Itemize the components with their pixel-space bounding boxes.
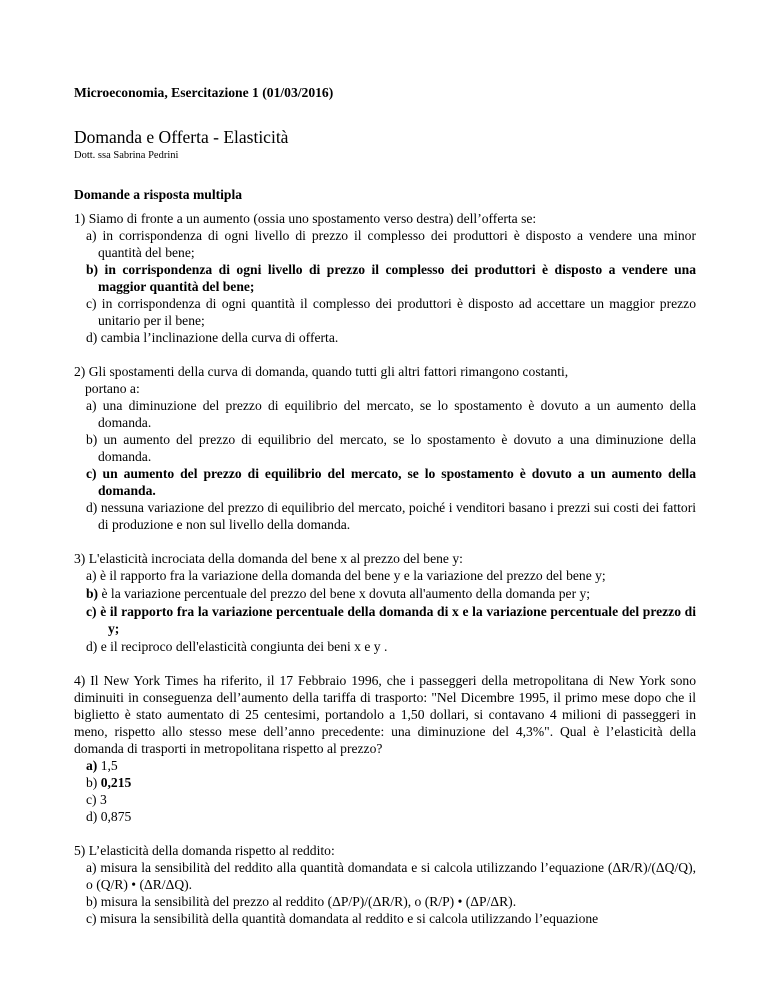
question-2	[74, 363, 696, 533]
option-b	[86, 585, 696, 602]
question-text: 1) Siamo di fronte a un aumento (ossia uno spostamento verso destra) dell’offerta se:	[74, 211, 537, 226]
question-3	[74, 550, 696, 655]
option-c-correct: c) è il rapporto fra la variazione percentuale della domanda di x e la variazione percentuale del prezzo di y;	[86, 604, 696, 636]
question-text: 2) Gli spostamenti della curva di domanda, quando tutti gli altri fattori rimangono costanti, portano a:	[74, 364, 569, 396]
option-label: d)	[86, 809, 98, 824]
document-author: Dott. ssa Sabrina Pedrini	[74, 150, 179, 161]
option-b: b) un aumento del prezzo di equilibrio del mercato, se lo spostamento è dovuto a una diminuzione della domanda.	[86, 432, 696, 464]
option-value: 0,875	[100, 809, 132, 824]
option-label: b)	[86, 775, 98, 790]
document-title: Domanda e Offerta - Elasticità	[74, 127, 289, 147]
option-a: a) è il rapporto fra la variazione della domanda del bene y e la variazione del prezzo del bene y;	[86, 568, 606, 583]
option-c: c) in corrispondenza di ogni quantità il complesso dei produttori è disposto ad accettare un maggior prezzo unitario per il bene;	[86, 296, 696, 328]
option-b-correct: b) in corrispondenza di ogni livello di prezzo il complesso dei produttori è disposto a vendere una maggior quantità del bene;	[86, 262, 696, 294]
option-value: 0,215	[100, 775, 132, 790]
option-a: a) misura la sensibilità del reddito alla quantità domandata e si calcola utilizzando l’equazione (ΔR/R)/(ΔQ/Q), o (Q/R) • (ΔR/ΔQ).	[86, 860, 696, 892]
question-5	[74, 842, 696, 927]
option-c	[86, 791, 696, 808]
question-4	[74, 672, 696, 825]
question-text: 3) L'elasticità incrociata della domanda del bene x al prezzo del bene y:	[74, 551, 463, 566]
option-a: a) in corrispondenza di ogni livello di prezzo il complesso dei produttori è disposto a vendere una minor quantità del bene;	[86, 228, 696, 260]
question-text: 5) L’elasticità della domanda rispetto al reddito:	[74, 843, 335, 858]
option-a	[86, 757, 696, 774]
section-heading: Domande a risposta multipla	[74, 187, 243, 202]
option-value: 1,5	[100, 758, 118, 773]
question-1	[74, 210, 696, 346]
option-c: c) misura la sensibilità della quantità domandata al reddito e si calcola utilizzando l’equazione	[86, 911, 599, 926]
option-d: d) cambia l’inclinazione della curva di offerta.	[86, 330, 339, 345]
option-label: b)	[86, 586, 99, 601]
document-page	[74, 84, 696, 927]
option-text: è la variazione percentuale del prezzo del bene x dovuta all'aumento della domanda per y;	[98, 586, 591, 601]
option-c-correct: c) un aumento del prezzo di equilibrio del mercato, se lo spostamento è dovuto a un aumento della domanda.	[86, 466, 696, 498]
option-label: a)	[86, 758, 98, 773]
option-b: b) misura la sensibilità del prezzo al reddito (ΔP/P)/(ΔR/R), o (R/P) • (ΔP/ΔR).	[86, 894, 517, 909]
question-text: 4) Il New York Times ha riferito, il 17 Febbraio 1996, che i passeggeri della metropolitana di New York sono diminuiti in conseguenza dell’aumento della tariffa di trasporto: "Nel Dicembre 1995, il primo mese dopo che il biglietto è stato aumentato di 25 centesimi, portandolo a 1,50 dollari, si contavano 4 milioni di passeggeri in meno, rispetto allo stesso mese dell’anno precedente: una diminuzione del 4,3%". Qual è l’elasticità della domanda di trasporti in metropolitana rispetto al prezzo?	[74, 673, 696, 756]
option-a: a) una diminuzione del prezzo di equilibrio del mercato, se lo spostamento è dovuto a un aumento della domanda.	[86, 398, 696, 430]
option-value: 3	[99, 792, 107, 807]
option-d	[86, 808, 696, 825]
document-header: Microeconomia, Esercitazione 1 (01/03/2016)	[74, 85, 334, 100]
option-b-correct	[86, 774, 696, 791]
option-d: d) nessuna variazione del prezzo di equilibrio del mercato, poiché i venditori basano i prezzi sui costi dei fattori di produzione e non sul livello della domanda.	[86, 500, 696, 532]
option-d: d) e il reciproco dell'elasticità congiunta dei beni x e y .	[86, 639, 388, 654]
option-label: c)	[86, 792, 97, 807]
